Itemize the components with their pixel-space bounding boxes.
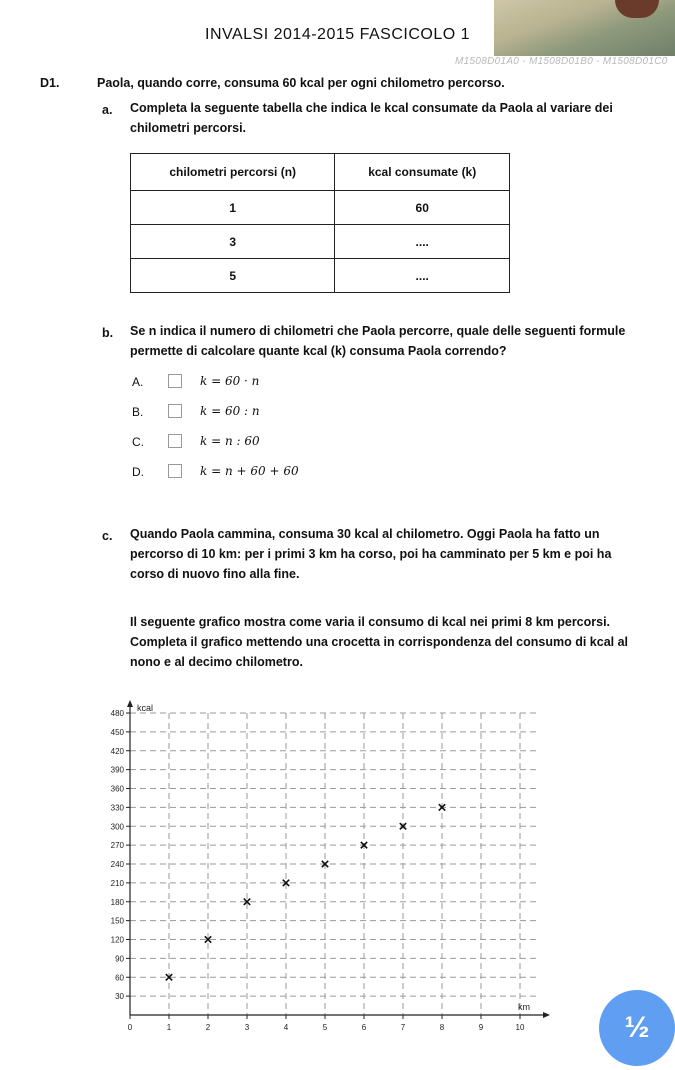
part-b-line-2: permette di calcolare quante kcal (k) consuma Paola correndo? xyxy=(130,344,507,358)
part-a-text xyxy=(130,98,613,138)
part-c-line-5: Completa il grafico mettendo una crocetta in corrispondenza del consumo di kcal al xyxy=(130,635,629,649)
y-tick-label: 480 xyxy=(110,709,124,718)
part-c-line-3: corso di nuovo fino alla fine. xyxy=(130,567,300,581)
option-c-letter: C. xyxy=(132,435,144,449)
y-tick-label: 60 xyxy=(115,973,124,983)
x-tick-label: 8 xyxy=(439,1023,445,1030)
y-axis-label: kcal xyxy=(137,703,154,713)
x-tick-label: 7 xyxy=(400,1023,406,1030)
option-d-letter: D. xyxy=(132,465,144,479)
option-d-formula: k = n + 60 + 60 xyxy=(200,464,299,478)
option-a-checkbox[interactable] xyxy=(168,374,182,388)
table-header-km: chilometri percorsi (n) xyxy=(131,154,335,191)
option-c-formula: k = n : 60 xyxy=(200,434,260,448)
option-b-letter: B. xyxy=(132,405,144,419)
part-c-line-2: percorso di 10 km: per i primi 3 km ha corso, poi ha camminato per 5 km e poi ha xyxy=(130,547,612,561)
item-codes: M1508D01A0 - M1508D01B0 - M1508D01C0 xyxy=(455,56,668,67)
x-axis-label: km xyxy=(518,1002,530,1012)
option-c-checkbox[interactable] xyxy=(168,434,182,448)
x-tick-label: 5 xyxy=(322,1023,328,1030)
option-d-checkbox[interactable] xyxy=(168,464,182,478)
y-tick-label: 390 xyxy=(110,765,124,775)
table-cell[interactable]: .... xyxy=(335,225,510,259)
y-tick-label: 450 xyxy=(110,727,124,737)
y-tick-label: 270 xyxy=(110,841,124,851)
x-tick-label: 3 xyxy=(244,1023,250,1030)
y-tick-label: 300 xyxy=(110,822,124,832)
table-header-kcal: kcal consumate (k) xyxy=(335,154,510,191)
option-b-formula: k = 60 : n xyxy=(200,404,260,418)
y-tick-label: 90 xyxy=(115,954,124,964)
part-c-text xyxy=(130,524,611,584)
y-tick-label: 180 xyxy=(110,897,124,907)
y-axis-arrow xyxy=(127,700,133,707)
x-tick-label: 1 xyxy=(166,1023,172,1030)
option-a-letter: A. xyxy=(132,375,144,389)
table-cell[interactable]: .... xyxy=(335,259,510,293)
x-tick-label: 10 xyxy=(515,1023,525,1030)
part-a-label: a. xyxy=(102,103,113,117)
part-a-line-1: Completa la seguente tabella che indica le kcal consumate da Paola al variare dei xyxy=(130,101,613,115)
x-tick-label: 4 xyxy=(283,1023,289,1030)
x-axis-arrow xyxy=(543,1012,550,1018)
y-tick-label: 120 xyxy=(110,935,124,945)
document-title: INVALSI 2014-2015 FASCICOLO 1 xyxy=(205,26,470,43)
table-cell[interactable]: 60 xyxy=(335,191,510,225)
table-cell: 1 xyxy=(131,191,335,225)
part-c-label: c. xyxy=(102,529,113,543)
part-b-label: b. xyxy=(102,326,114,340)
y-tick-label: 360 xyxy=(110,784,124,794)
camera-thumbnail[interactable] xyxy=(494,0,675,56)
part-b-text xyxy=(130,321,625,361)
y-tick-label: 210 xyxy=(110,878,124,888)
table-cell: 3 xyxy=(131,225,335,259)
y-tick-label: 330 xyxy=(110,803,124,813)
option-a-formula: k = 60 · n xyxy=(200,374,260,388)
km-kcal-table xyxy=(130,153,510,293)
part-c-line-6: nono e al decimo chilometro. xyxy=(130,655,303,669)
question-number: D1. xyxy=(40,76,60,90)
x-tick-label: 9 xyxy=(478,1023,484,1030)
part-c-line-1: Quando Paola cammina, consuma 30 kcal al chilometro. Oggi Paola ha fatto un xyxy=(130,527,600,541)
y-tick-label: 150 xyxy=(110,916,124,926)
x-tick-label: 2 xyxy=(205,1023,211,1030)
y-tick-label: 420 xyxy=(110,746,124,756)
table-cell: 5 xyxy=(131,259,335,293)
pencil-ruler-icon[interactable]: ½ xyxy=(599,990,675,1066)
table-row xyxy=(131,191,510,225)
y-tick-label: 30 xyxy=(115,992,124,1002)
y-tick-label: 240 xyxy=(110,860,124,869)
part-c-line-4: Il seguente grafico mostra come varia il consumo di kcal nei primi 8 km percorsi. xyxy=(130,615,611,629)
part-a-line-2: chilometri percorsi. xyxy=(130,121,247,135)
part-b-line-1: Se n indica il numero di chilometri che Paola percorre, quale delle seguenti formule xyxy=(130,324,626,338)
option-b-checkbox[interactable] xyxy=(168,404,182,418)
x-tick-label: 0 xyxy=(127,1023,133,1030)
kcal-km-chart[interactable] xyxy=(110,700,550,1030)
table-row xyxy=(131,225,510,259)
part-c-text-2 xyxy=(130,612,628,672)
question-text: Paola, quando corre, consuma 60 kcal per ogni chilometro percorso. xyxy=(97,76,505,90)
x-tick-label: 6 xyxy=(361,1023,367,1030)
table-row xyxy=(131,259,510,293)
